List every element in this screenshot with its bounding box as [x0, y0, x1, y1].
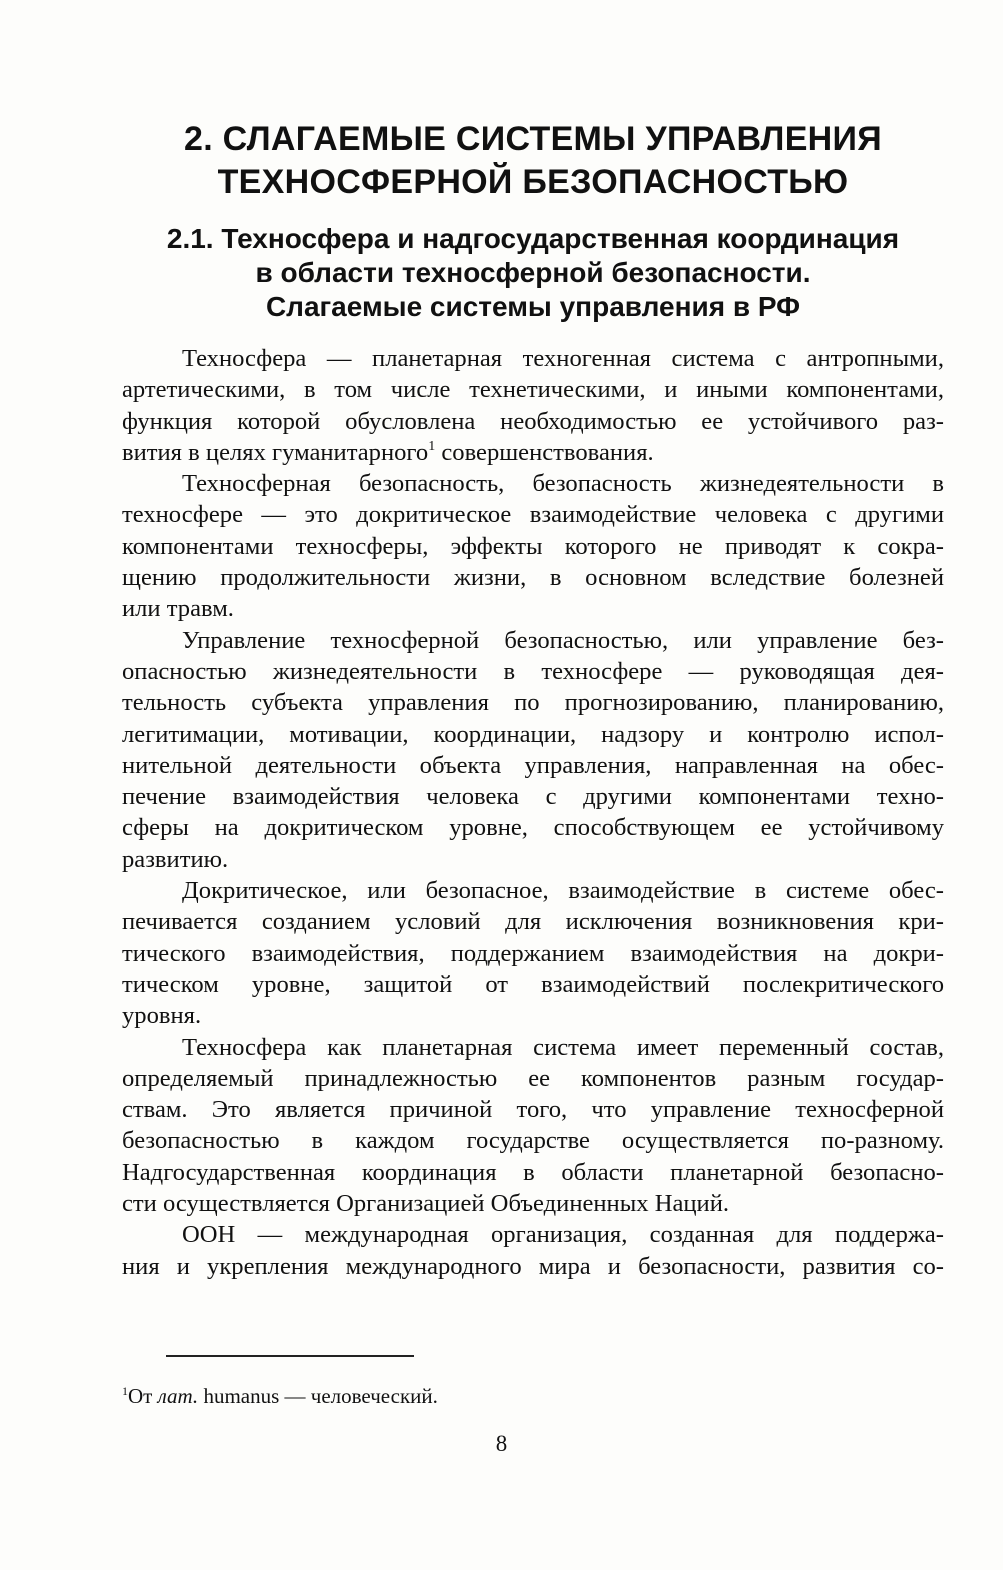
paragraph-line: тического взаимодействия, поддержанием взаимодействия на докри- [122, 939, 944, 967]
paragraph-line: ния и укрепления международного мира и безопасности, развития со- [122, 1252, 944, 1280]
footnote [122, 1383, 438, 1409]
paragraph [122, 625, 944, 875]
paragraph-line: легитимации, мотивации, координации, надзору и контролю испол- [122, 720, 944, 748]
paragraph-line: функция которой обусловлена необходимостью ее устойчивого раз- [122, 407, 944, 435]
footnote-mark: 1 [122, 1384, 128, 1398]
chapter-title-line: 2. СЛАГАЕМЫЕ СИСТЕМЫ УПРАВЛЕНИЯ [183, 120, 882, 158]
paragraph-line: опасностью жизнедеятельности в техносфере — руководящая дея- [122, 657, 944, 685]
paragraph-line: компонентами техносферы, эффекты которого не приводят к сокра- [122, 532, 944, 560]
paragraph-line: Техносферная безопасность, безопасность жизнедеятельности в [182, 470, 944, 498]
paragraph-line: печивается созданием условий для исключения возникновения кри- [122, 908, 944, 936]
paragraph [122, 875, 944, 1031]
paragraph-line: Надгосударственная координация в области планетарной безопасно- [122, 1158, 944, 1186]
paragraph [122, 468, 944, 624]
paragraph-line: артетическими, в том числе технетическими, и иными компонентами, [122, 376, 944, 404]
paragraph-line: Техносфера как планетарная система имеет переменный состав, [182, 1033, 944, 1061]
body-text [122, 343, 944, 1282]
paragraph-line: печение взаимодействия человека с другими компонентами техно- [122, 783, 944, 811]
paragraph-line: тическом уровне, защитой от взаимодействий послекритического [122, 970, 944, 998]
page-content [122, 118, 944, 1282]
chapter-title-line: ТЕХНОСФЕРНОЙ БЕЗОПАСНОСТЬЮ [217, 163, 849, 201]
paragraph-line: или травм. [122, 595, 234, 623]
page-number: 8 [495, 1431, 508, 1456]
section-title-line: Слагаемые системы управления в РФ [265, 291, 801, 322]
footnote-text: humanus — человеческий. [198, 1384, 438, 1408]
paragraph-line: сти осуществляется Организацией Объединенных Наций. [122, 1190, 730, 1218]
section-title-line: 2.1. Техносфера и надгосударственная координация [166, 223, 900, 254]
paragraph-line: сферы на докритическом уровне, способствующем ее устойчивому [122, 814, 944, 842]
paragraph [122, 343, 944, 468]
paragraph [122, 1032, 944, 1220]
footnote-reference: 1 [428, 438, 436, 454]
paragraph-line: уровня. [122, 1002, 202, 1030]
paragraph-line: Техносфера — планетарная техногенная система с антропными, [182, 345, 944, 372]
paragraph-line: Управление техносферной безопасностью, или управление без- [182, 626, 944, 654]
paragraph-line: безопасностью в каждом государстве осуществляется по-разному. [122, 1127, 944, 1155]
paragraph-line: ствам. Это является причиной того, что управление техносферной [122, 1096, 944, 1124]
paragraph-line: определяемый принадлежностью ее компонентов разным государ- [122, 1064, 944, 1092]
paragraph-line: ООН — международная организация, созданная для поддержа- [182, 1221, 944, 1249]
paragraph-line-text: вития в целях гуманитарного [122, 438, 429, 466]
paragraph-line-text: совершенствования. [435, 438, 654, 466]
section-title [122, 222, 944, 324]
paragraph-line: нительной деятельности объекта управления, направленная на обес- [122, 751, 944, 779]
footnote-italic: лат. [157, 1384, 199, 1408]
footnote-divider [166, 1355, 414, 1357]
chapter-title [122, 118, 944, 204]
paragraph-line: щению продолжительности жизни, в основном вследствие болезней [122, 564, 944, 592]
paragraph-line: Докритическое, или безопасное, взаимодействие в системе обес- [182, 877, 944, 905]
footnote-prefix: От [128, 1384, 158, 1408]
paragraph-line: тельность субъекта управления по прогнозированию, планированию, [122, 689, 944, 717]
paragraph-line [122, 437, 944, 468]
paragraph-line: техносфере — это докритическое взаимодействие человека с другими [122, 501, 944, 529]
section-title-line: в области техносферной безопасности. [255, 257, 811, 288]
paragraph [122, 1219, 944, 1282]
paragraph-line: развитию. [122, 845, 229, 873]
